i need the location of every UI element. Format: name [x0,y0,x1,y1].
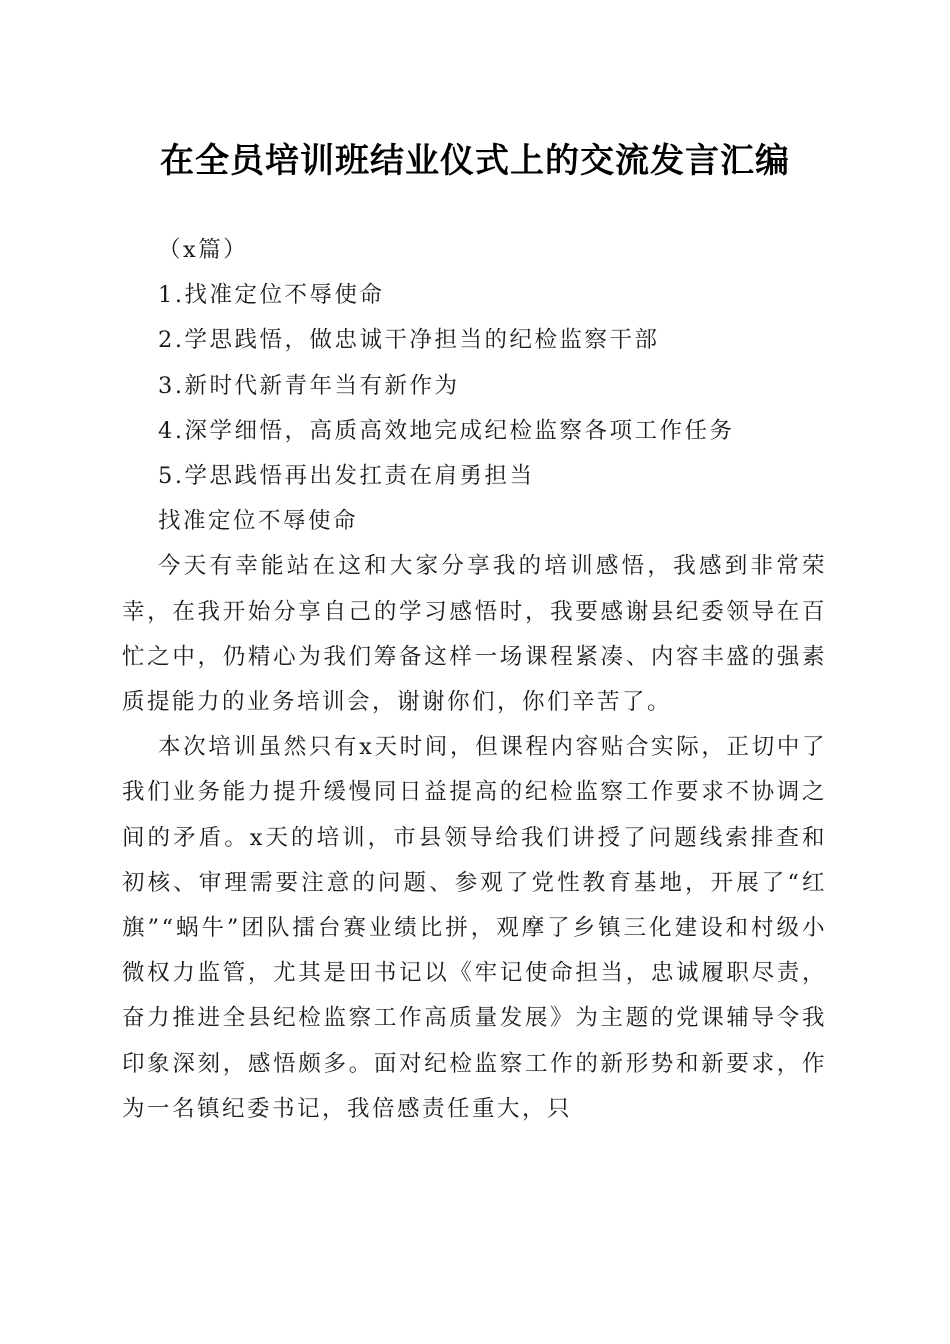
body-paragraph: 本次培训虽然只有x天时间，但课程内容贴合实际，正切中了我们业务能力提升缓慢同日益提高的纪检监察工作要求不协调之间的矛盾。x天的培训，市县领导给我们讲授了问题线索排查和初核、审理需要注意的问题、参观了党性教育基地，开展了“红旗”“蜗牛”团队擂台赛业绩比拼，观摩了乡镇三化建设和村级小微权力监管，尤其是田书记以《牢记使命担当，忠诚履职尽责，奋力推进全县纪检监察工作高质量发展》为主题的党课辅导令我印象深刻，感悟颇多。面对纪检监察工作的新形势和新要求，作为一名镇纪委书记，我倍感责任重大，只 [122,734,827,1122]
document-title: 在全员培训班结业仪式上的交流发言汇编 [160,141,790,181]
toc-item: 5.学思践悟再出发扛责在肩勇担当 [158,463,535,490]
body-paragraph: 今天有幸能站在这和大家分享我的培训感悟，我感到非常荣幸，在我开始分享自己的学习感悟时，我要感谢县纪委领导在百忙之中，仍精心为我们筹备这样一场课程紧凑、内容丰盛的强素质提能力的业务培训会，谢谢你们，你们辛苦了。 [122,553,827,716]
article-count: （x篇） [158,237,249,263]
toc-item: 1.找准定位不辱使命 [158,282,385,309]
toc-item: 2.学思践悟，做忠诚干净担当的纪检监察干部 [158,327,660,354]
toc-item: 4.深学细悟，高质高效地完成纪检监察各项工作任务 [158,417,735,444]
document-body [122,228,827,1132]
section-heading: 找准定位不辱使命 [158,508,359,535]
toc-item: 3.新时代新青年当有新作为 [158,372,460,399]
